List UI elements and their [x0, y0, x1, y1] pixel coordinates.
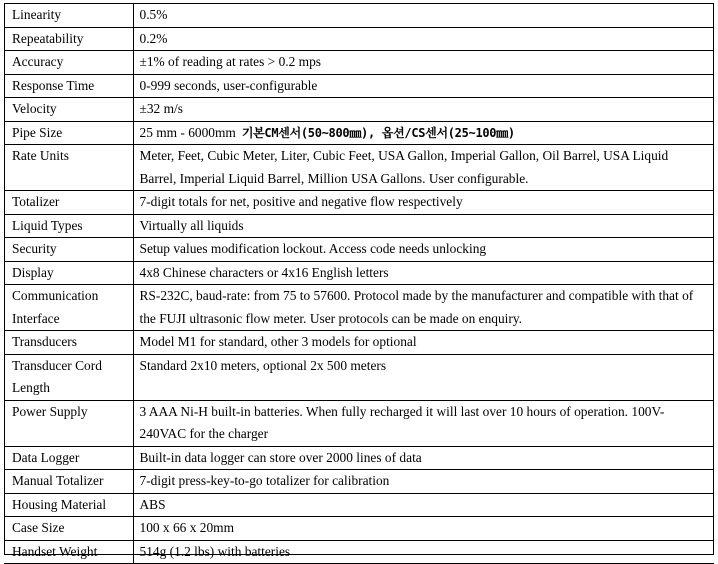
spec-value: 7-digit press-key-to-go totalizer for calibration: [133, 470, 714, 494]
spec-label: Repeatability: [4, 27, 133, 51]
table-row: [4, 145, 714, 191]
spec-value: Model M1 for standard, other 3 models for optional: [133, 331, 714, 355]
table-row: [4, 285, 714, 331]
table-row: [4, 121, 714, 145]
table-row: [4, 4, 714, 28]
table-row: [4, 27, 714, 51]
spec-label: Data Logger: [4, 446, 133, 470]
spec-value: 7-digit totals for net, positive and negative flow respectively: [133, 191, 714, 215]
spec-value: 3 AAA Ni-H built-in batteries. When fully recharged it will last over 10 hours of operation. 100V-240VAC for the charger: [133, 400, 714, 446]
table-row: [4, 400, 714, 446]
spec-label: Transducer Cord Length: [4, 354, 133, 400]
spec-label: Case Size: [4, 517, 133, 541]
spec-value: 25 mm - 6000mm: [139, 124, 236, 140]
spec-label: Handset Weight: [4, 540, 133, 564]
table-row: [4, 261, 714, 285]
spec-value: 514g (1.2 lbs) with batteries: [133, 540, 714, 564]
table-row: [4, 446, 714, 470]
table-row: [4, 470, 714, 494]
spec-table: [4, 3, 714, 564]
spec-label: Response Time: [4, 74, 133, 98]
spec-value: RS-232C, baud-rate: from 75 to 57600. Protocol made by the manufacturer and compatible with that of the FUJI ultrasonic flow meter. User protocols can be made on enquiry.: [133, 285, 714, 331]
spec-value: Virtually all liquids: [133, 214, 714, 238]
spec-value: 4x8 Chinese characters or 4x16 English letters: [133, 261, 714, 285]
spec-label: Rate Units: [4, 145, 133, 191]
table-row: [4, 238, 714, 262]
table-row: [4, 354, 714, 400]
spec-label: Velocity: [4, 98, 133, 122]
spec-value: 0.5%: [133, 4, 714, 28]
spec-value: Meter, Feet, Cubic Meter, Liter, Cubic Feet, USA Gallon, Imperial Gallon, Oil Barrel, USA Liquid Barrel, Imperial Liquid Barrel, Million USA Gallons. User configurable.: [133, 145, 714, 191]
spec-value: ABS: [133, 493, 714, 517]
spec-value: 0-999 seconds, user-configurable: [133, 74, 714, 98]
spec-label: Accuracy: [4, 51, 133, 75]
table-row: [4, 540, 714, 564]
spec-label: Housing Material: [4, 493, 133, 517]
spec-value: Built-in data logger can store over 2000 lines of data: [133, 446, 714, 470]
table-row: [4, 493, 714, 517]
spec-value: Setup values modification lockout. Access code needs unlocking: [133, 238, 714, 262]
table-row: [4, 331, 714, 355]
spec-label: Totalizer: [4, 191, 133, 215]
spec-label: Security: [4, 238, 133, 262]
spec-value: ±32 m/s: [133, 98, 714, 122]
spec-value: 0.2%: [133, 27, 714, 51]
spec-label: Transducers: [4, 331, 133, 355]
spec-label: Pipe Size: [4, 121, 133, 145]
table-row: [4, 214, 714, 238]
spec-label: Display: [4, 261, 133, 285]
sensor-note: 기본CM센서(50~800㎜), 옵션/CS센서(25~100㎜): [241, 125, 515, 140]
table-row: [4, 74, 714, 98]
spec-label: Manual Totalizer: [4, 470, 133, 494]
spec-label: Communication Interface: [4, 285, 133, 331]
table-row: [4, 517, 714, 541]
spec-label: Linearity: [4, 4, 133, 28]
table-row: [4, 98, 714, 122]
spec-label: Power Supply: [4, 400, 133, 446]
spec-value-pipe-size: [133, 121, 714, 145]
spec-value: ±1% of reading at rates > 0.2 mps: [133, 51, 714, 75]
spec-label: Liquid Types: [4, 214, 133, 238]
spec-value: Standard 2x10 meters, optional 2x 500 meters: [133, 354, 714, 400]
table-row: [4, 191, 714, 215]
table-row: [4, 51, 714, 75]
spec-value: 100 x 66 x 20mm: [133, 517, 714, 541]
